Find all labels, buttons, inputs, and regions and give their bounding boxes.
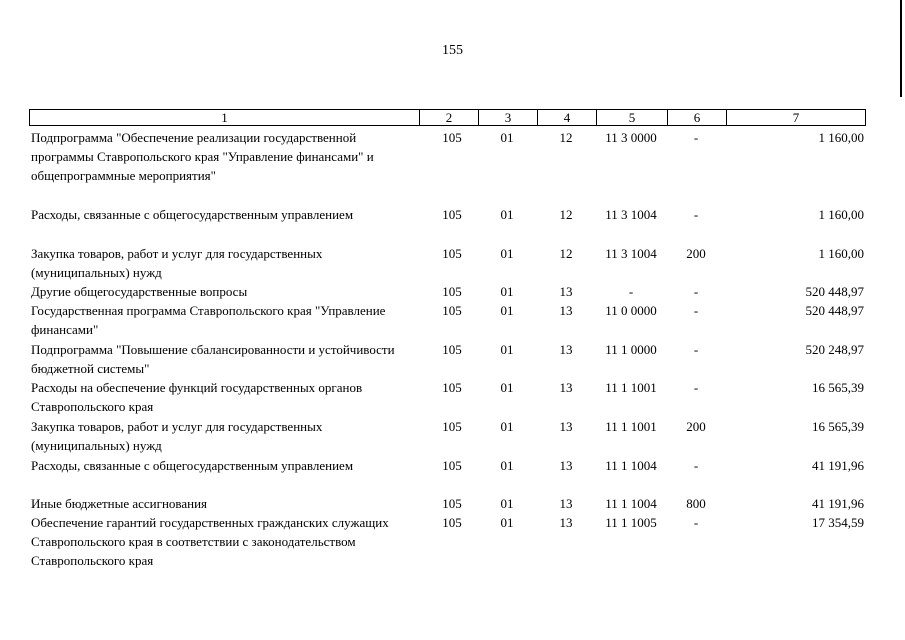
row-name: Обеспечение гарантий государственных гражданских служащих Ставропольского края в соответствии с законодательством Ставропольского края [31, 515, 389, 568]
row-col-6: - [693, 342, 699, 357]
row-name: Подпрограмма "Обеспечение реализации государственной программы Ставропольского края "Управление финансами" и общепрограммные мероприятия" [31, 130, 374, 183]
row-name: Расходы, связанные с общегосударственным управлением [31, 458, 354, 473]
row-col-4: 12 [559, 246, 573, 261]
row-col-5: 11 1 0000 [605, 342, 657, 357]
header-col-7: 7 [726, 109, 866, 126]
row-col-6: 200 [686, 246, 706, 261]
row-col-5: 11 1 1005 [605, 515, 657, 530]
row-col-5: 11 3 0000 [605, 130, 657, 145]
row-col-5: 11 1 1004 [605, 458, 657, 473]
row-col-6: - [693, 515, 699, 530]
row-col-2: 105 [442, 130, 462, 145]
row-col-3: 01 [500, 284, 514, 299]
row-col-4: 13 [559, 515, 573, 530]
row-col-4: 13 [559, 380, 573, 395]
row-name: Подпрограмма "Повышение сбалансированности и устойчивости бюджетной системы" [31, 342, 395, 376]
row-col-6: - [693, 284, 699, 299]
row-name: Иные бюджетные ассигнования [31, 496, 208, 511]
header-col-1: 1 [29, 109, 420, 126]
row-col-4: 13 [559, 419, 573, 434]
row-col-5: 11 1 1004 [605, 496, 657, 511]
row-col-4: 13 [559, 496, 573, 511]
row-col-6: 200 [686, 419, 706, 434]
header-col-3: 3 [478, 109, 538, 126]
row-col-2: 105 [442, 342, 462, 357]
page-edge-line [900, 0, 902, 97]
row-col-6: - [693, 380, 699, 395]
row-col-6: - [693, 303, 699, 318]
row-col-7: 1 160,00 [818, 130, 864, 145]
row-col-2: 105 [442, 515, 462, 530]
row-col-2: 105 [442, 284, 462, 299]
row-col-5: - [628, 284, 634, 299]
row-name: Другие общегосударственные вопросы [31, 284, 248, 299]
row-col-5: 11 1 1001 [605, 419, 657, 434]
row-col-3: 01 [500, 130, 514, 145]
row-col-5: 11 3 1004 [605, 207, 657, 222]
row-col-2: 105 [442, 458, 462, 473]
row-col-5: 11 0 0000 [605, 303, 657, 318]
row-col-7: 41 191,96 [812, 496, 864, 511]
row-col-2: 105 [442, 419, 462, 434]
row-col-6: - [693, 458, 699, 473]
row-col-3: 01 [500, 458, 514, 473]
row-col-7: 16 565,39 [812, 419, 864, 434]
row-col-3: 01 [500, 303, 514, 318]
header-col-2: 2 [419, 109, 479, 126]
row-col-7: 520 248,97 [805, 342, 864, 357]
row-col-7: 520 448,97 [805, 303, 864, 318]
row-col-7: 41 191,96 [812, 458, 864, 473]
row-name: Закупка товаров, работ и услуг для государственных (муниципальных) нужд [31, 246, 323, 280]
row-name: Закупка товаров, работ и услуг для государственных (муниципальных) нужд [31, 419, 323, 453]
row-col-3: 01 [500, 246, 514, 261]
row-name: Государственная программа Ставропольского края "Управление финансами" [31, 303, 386, 337]
row-name: Расходы, связанные с общегосударственным управлением [31, 207, 354, 222]
header-col-4: 4 [537, 109, 597, 126]
row-col-6: - [693, 207, 699, 222]
row-col-2: 105 [442, 496, 462, 511]
row-col-7: 17 354,59 [812, 515, 864, 530]
row-col-4: 13 [559, 284, 573, 299]
row-col-3: 01 [500, 380, 514, 395]
row-col-6: 800 [686, 496, 706, 511]
row-col-3: 01 [500, 496, 514, 511]
row-col-4: 13 [559, 303, 573, 318]
row-col-2: 105 [442, 246, 462, 261]
row-col-7: 1 160,00 [818, 246, 864, 261]
row-col-3: 01 [500, 342, 514, 357]
row-col-5: 11 1 1001 [605, 380, 657, 395]
row-col-2: 105 [442, 303, 462, 318]
row-col-2: 105 [442, 380, 462, 395]
row-col-4: 13 [559, 458, 573, 473]
row-col-2: 105 [442, 207, 462, 222]
row-col-7: 16 565,39 [812, 380, 864, 395]
row-col-4: 13 [559, 342, 573, 357]
row-col-3: 01 [500, 207, 514, 222]
row-col-3: 01 [500, 419, 514, 434]
page-number: 155 [442, 43, 463, 58]
row-col-4: 12 [559, 207, 573, 222]
row-col-6: - [693, 130, 699, 145]
header-col-6: 6 [667, 109, 727, 126]
header-col-5: 5 [596, 109, 668, 126]
row-col-3: 01 [500, 515, 514, 530]
row-col-5: 11 3 1004 [605, 246, 657, 261]
row-name: Расходы на обеспечение функций государственных органов Ставропольского края [31, 380, 363, 414]
row-col-4: 12 [559, 130, 573, 145]
row-col-7: 1 160,00 [818, 207, 864, 222]
row-col-7: 520 448,97 [805, 284, 864, 299]
